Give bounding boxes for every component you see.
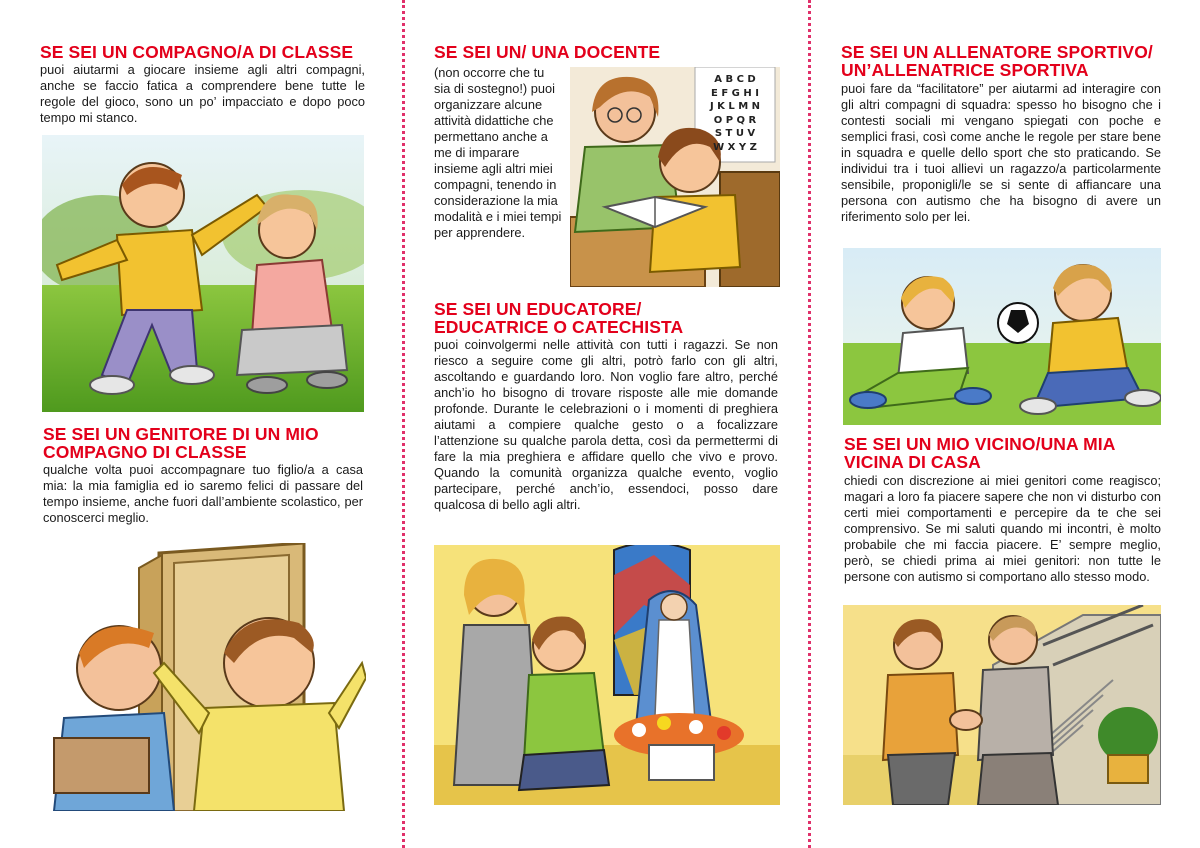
neighbor-handshake-illustration bbox=[843, 605, 1161, 805]
eye-chart-row: J K L M N bbox=[709, 101, 761, 112]
eye-chart-row: O P Q R bbox=[713, 114, 757, 126]
parent-title-line1: SE SEI UN GENITORE DI UN MIO bbox=[43, 424, 319, 444]
eye-chart bbox=[695, 73, 775, 154]
parent-text: qualche volta puoi accompagnare tuo figlio/a a casa mia: la mia famiglia ed io saremo felici di passare del tempo insieme, anche fuori dall’ambiente scolastico, per conoscerci meglio. bbox=[43, 462, 363, 525]
teacher-title: SE SEI UN/ UNA DOCENTE bbox=[434, 42, 661, 62]
boy-at-door-illustration bbox=[44, 543, 366, 811]
classmate-text: puoi aiutarmi a giocare insieme agli altri compagni, anche se faccio fatica a comprendere bene tutte le regole del gioco, sono un po’ impacciato e dopo poco tempo mi stanco. bbox=[40, 62, 365, 125]
coach-text: puoi fare da “facilitatore” per aiutarmi ad interagire con gli altri compagni di squadra: spesso ho bisogno che i contesti sociali mi vengano spiegati con poche e semplici frasi, così come anche le regole per stare bene in squadra e quelle dello sport che sto praticando. Se individui tra i tuoi allievi un ragazzo/a particolarmente sensibile, proponigli/le se si sente di affiancare una persona con autismo che ha bisogno di avere un riferimento solo per lei. bbox=[841, 81, 1161, 224]
column-middle bbox=[434, 0, 780, 848]
teacher-text: (non occorre che tu sia di sostegno!) puoi organizzare alcune attività didattiche che permettano anche a me di imparare insieme agli altri miei compagni, tenendo in considerazione la mia modalità e i miei tempi per apprendere. bbox=[434, 65, 562, 240]
fold-divider-left bbox=[402, 0, 405, 848]
neighbor-text: chiedi con discrezione ai miei genitori come reagisco; magari a loro fa piacere sapere che non vi disturbo con certi miei comportamenti e percepire da te che sei comprensivo. Se mi saluti quando mi incontri, è molto probabile che mi faccia piacere. E’ sempre meglio, però, se chiedi prima ai miei genitori: non tutte le persone con autismo si comportano allo stesso modo. bbox=[844, 473, 1161, 584]
column-left bbox=[40, 0, 365, 848]
eye-chart-row: E F G H I bbox=[711, 87, 759, 99]
prayer-illustration bbox=[434, 545, 780, 805]
eye-chart-row: A B C D bbox=[714, 74, 756, 85]
educator-text: puoi coinvolgermi nelle attività con tutti i ragazzi. Se non riesco a seguire come gli altri, potrò farlo con gli altri, ascoltando e guardando loro. Non voglio fare altro, perché anch’io ho bisogno di trovare risposte alle mie domande profonde. Durante le celebrazioni o i momenti di preghiera aiutami a compiere qualche gesto o a focalizzare l’attenzione su qualche parola detta, così da permettermi di fare la mia preghiera e affidare quello che vivo e provo. Quando la comunità organizza qualche evento, voglio partecipare, perché anch’io, essendoci, posso dare qualcosa di bello agli altri. bbox=[434, 337, 778, 512]
coach-title-line2: UN’ALLENATRICE SPORTIVA bbox=[841, 60, 1089, 80]
neighbor-title-line2: VICINA DI CASA bbox=[844, 452, 981, 472]
kids-soccer-illustration bbox=[843, 248, 1161, 425]
parent-title-line2: COMPAGNO DI CLASSE bbox=[43, 442, 247, 462]
eye-chart-row: S T U V bbox=[714, 128, 756, 139]
educator-title-line1: SE SEI UN EDUCATORE/ bbox=[434, 299, 642, 319]
educator-title-line2: EDUCATRICE O CATECHISTA bbox=[434, 317, 684, 337]
teacher-student-illustration bbox=[570, 67, 780, 287]
column-right bbox=[841, 0, 1161, 848]
eye-chart-row: W X Y Z bbox=[713, 141, 757, 153]
neighbor-title-line1: SE SEI UN MIO VICINO/UNA MIA bbox=[844, 434, 1116, 454]
fold-divider-right bbox=[808, 0, 811, 848]
classmate-title: SE SEI UN COMPAGNO/A DI CLASSE bbox=[40, 42, 354, 62]
children-playing-illustration bbox=[42, 135, 364, 412]
coach-title-line1: SE SEI UN ALLENATORE SPORTIVO/ bbox=[841, 42, 1153, 62]
